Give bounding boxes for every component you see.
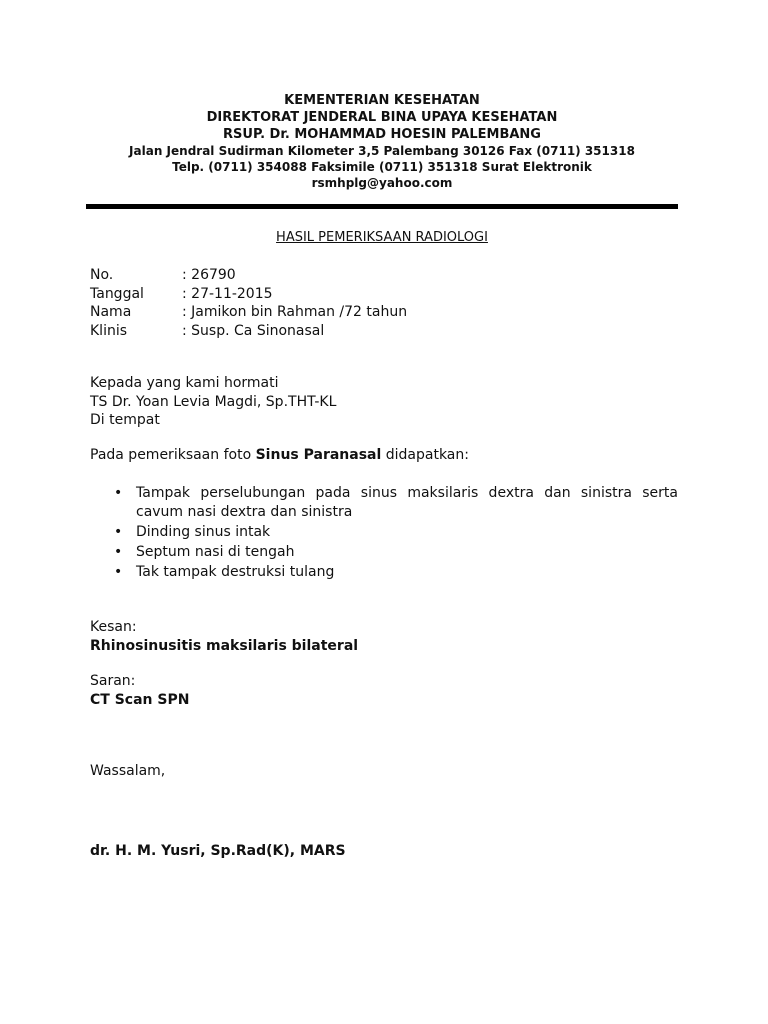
- intro-prefix: Pada pemeriksaan foto: [90, 447, 256, 463]
- intro-suffix: didapatkan:: [381, 447, 469, 463]
- info-label: Klinis: [90, 322, 128, 339]
- bullet-icon: •: [114, 523, 123, 540]
- info-row-clinical: [90, 322, 407, 341]
- info-row-date: [90, 285, 407, 304]
- finding-text: Septum nasi di tengah: [136, 543, 295, 560]
- impression-value: Rhinosinusitis maksilaris bilateral: [90, 637, 359, 654]
- hospital-name: RSUP. Dr. MOHAMMAD HOESIN PALEMBANG: [223, 127, 541, 142]
- list-item: [90, 484, 678, 521]
- findings-list: [90, 484, 678, 583]
- info-value: : 26790: [182, 267, 236, 283]
- info-row-number: [90, 266, 407, 285]
- finding-text: Tak tampak destruksi tulang: [136, 563, 335, 580]
- recommendation-label: Saran:: [90, 673, 136, 689]
- ministry-name: KEMENTERIAN KESEHATAN: [284, 93, 480, 108]
- letterhead: [86, 92, 678, 191]
- list-item: [90, 523, 678, 542]
- info-label: Nama: [90, 304, 132, 320]
- finding-text: Tampak perselubungan pada sinus maksilaris dextra dan sinistra serta cavum nasi dextra dan sinistra: [136, 485, 678, 520]
- bullet-icon: •: [114, 563, 123, 580]
- list-item: [90, 543, 678, 562]
- recommendation-block: [90, 672, 189, 709]
- info-value: : 27-11-2015: [182, 285, 273, 302]
- hospital-phone: Telp. (0711) 354088 Faksimile (0711) 351318 Surat Elektronik: [172, 160, 592, 174]
- addressee-block: [90, 374, 336, 430]
- bullet-icon: •: [114, 485, 123, 501]
- exam-type: Sinus Paranasal: [255, 447, 382, 463]
- info-value: : Jamikon bin Rahman /72 tahun: [182, 304, 408, 320]
- info-row-name: [90, 303, 407, 322]
- exam-intro: [90, 446, 469, 465]
- list-item: [90, 563, 678, 582]
- header-divider: [86, 204, 678, 209]
- impression-label: Kesan:: [90, 619, 137, 635]
- impression-block: [90, 618, 358, 655]
- patient-info: [90, 266, 407, 340]
- directorate-name: DIREKTORAT JENDERAL BINA UPAYA KESEHATAN: [206, 110, 558, 125]
- info-label: No.: [90, 267, 114, 283]
- hospital-address: Jalan Jendral Sudirman Kilometer 3,5 Palembang 30126 Fax (0711) 351318: [129, 144, 635, 158]
- info-value: : Susp. Ca Sinonasal: [182, 322, 325, 339]
- finding-text: Dinding sinus intak: [136, 523, 271, 540]
- addressee-name: TS Dr. Yoan Levia Magdi, Sp.THT-KL: [90, 393, 337, 410]
- closing-salutation: Wassalam,: [90, 763, 166, 779]
- document-title: HASIL PEMERIKSAAN RADIOLOGI: [276, 230, 488, 245]
- info-label: Tanggal: [90, 285, 144, 302]
- addressee-place: Di tempat: [90, 412, 160, 428]
- signer-name: dr. H. M. Yusri, Sp.Rad(K), MARS: [90, 843, 346, 859]
- addressee-greeting: Kepada yang kami hormati: [90, 375, 279, 391]
- bullet-icon: •: [114, 543, 123, 560]
- hospital-email: rsmhplg@yahoo.com: [311, 176, 453, 190]
- recommendation-value: CT Scan SPN: [90, 691, 190, 708]
